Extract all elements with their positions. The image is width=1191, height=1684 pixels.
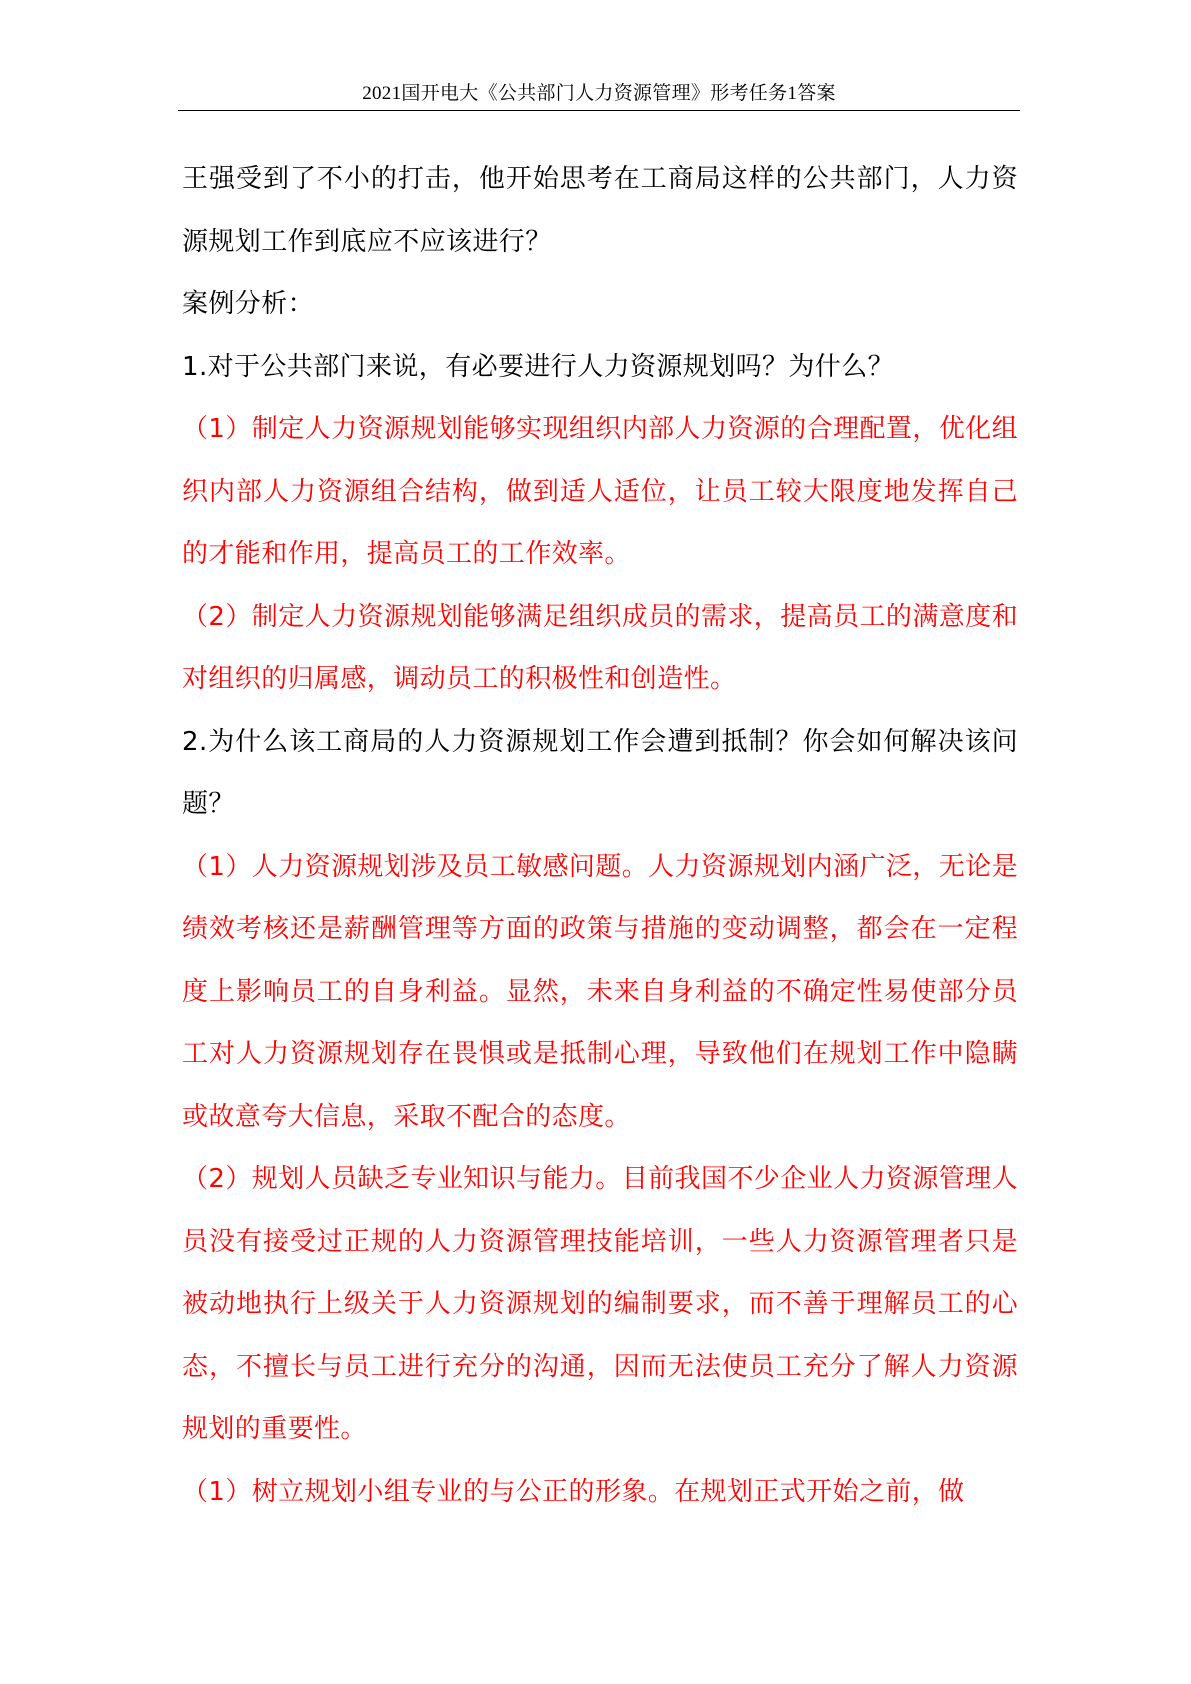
question-2: 2.为什么该工商局的人力资源规划工作会遭到抵制？你会如何解决该问题？ (182, 726, 1018, 819)
answer-2-cause-2: （2）规划人员缺乏专业知识与能力。目前我国不少企业人力资源管理人员没有接受过正规的人力资源管理技能培训，一些人力资源管理者只是被动地执行上级关于人力资源规划的编制要求，而不善于理解员工的心态，不擅长与员工进行充分的沟通，因而无法使员工充分了解人力资源规划的重要性。 (182, 1164, 1018, 1444)
paragraph-intro: 王强受到了不小的打击，他开始思考在工商局这样的公共部门，人力资源规划工作到底应不应该进行？ (182, 164, 1018, 257)
answer-1-point-1: （1）制定人力资源规划能够实现组织内部人力资源的合理配置，优化组织内部人力资源组合结构，做到适人适位，让员工较大限度地发挥自己的才能和作用，提高员工的工作效率。 (182, 414, 1018, 569)
answer-2-cause-1: （1）人力资源规划涉及员工敏感问题。人力资源规划内涵广泛，无论是绩效考核还是薪酬管理等方面的政策与措施的变动调整，都会在一定程度上影响员工的自身利益。显然，未来自身利益的不确定性易使部分员工对人力资源规划存在畏惧或是抵制心理，导致他们在规划工作中隐瞒或故意夸大信息，采取不配合的态度。 (182, 851, 1018, 1132)
paragraph-case-analysis-label: 案例分析： (182, 289, 315, 319)
question-1: 1.对于公共部门来说，有必要进行人力资源规划吗？为什么？ (182, 351, 895, 382)
document-body (182, 148, 1018, 1523)
page-header-title: 2021国开电大《公共部门人力资源管理》形考任务1答案 (362, 83, 836, 104)
header-divider (178, 110, 1020, 111)
answer-1-point-2: （2）制定人力资源规划能够满足组织成员的需求，提高员工的满意度和对组织的归属感，调动员工的积极性和创造性。 (182, 601, 1018, 694)
answer-2-solution-1: （1）树立规划小组专业的与公正的形象。在规划正式开始之前，做 (182, 1476, 965, 1507)
